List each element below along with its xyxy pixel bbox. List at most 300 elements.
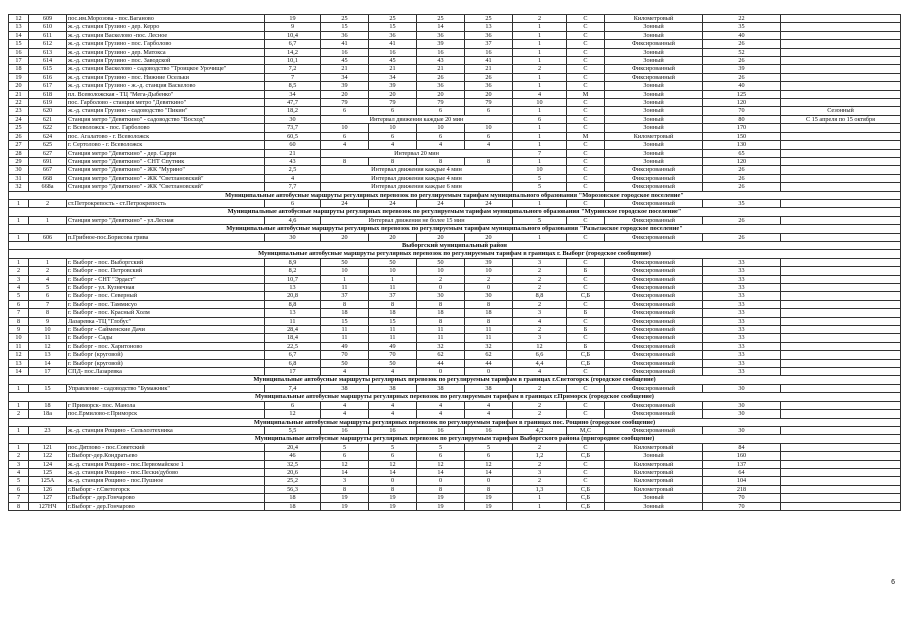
table-cell: 606 — [29, 233, 67, 241]
table-cell — [781, 317, 901, 325]
table-cell: Интервал движения каждые 4 мин — [321, 166, 513, 174]
table-cell: Б — [567, 326, 605, 334]
table-row — [9, 443, 901, 451]
table-cell: 15 — [9, 40, 29, 48]
table-cell — [781, 216, 901, 224]
table-cell: Станция метро "Девяткино" - ЖК "Светлановский" — [67, 174, 265, 182]
table-cell: 80 — [703, 115, 781, 123]
table-cell: Фиксированный — [605, 326, 703, 334]
section-heading-row — [9, 418, 901, 426]
table-cell: 12 — [9, 15, 29, 23]
table-cell — [781, 342, 901, 350]
table-cell: 39 — [321, 82, 369, 90]
table-cell: 3 — [513, 258, 567, 266]
table-cell: 14,2 — [265, 48, 321, 56]
table-cell: 7 — [9, 494, 29, 502]
table-row — [9, 468, 901, 476]
table-cell: г. Выборг - пос. Петровский — [67, 267, 265, 275]
table-row — [9, 275, 901, 283]
table-cell — [781, 502, 901, 510]
table-cell: 6,6 — [513, 351, 567, 359]
table-cell: 2 — [513, 275, 567, 283]
table-row — [9, 452, 901, 460]
table-cell: 2 — [29, 199, 67, 207]
table-cell: 25 — [417, 15, 465, 23]
table-cell: 33 — [703, 275, 781, 283]
table-row — [9, 326, 901, 334]
table-cell: 21 — [465, 65, 513, 73]
table-cell: 22,5 — [265, 342, 321, 350]
table-cell: 62 — [465, 351, 513, 359]
table-row — [9, 368, 901, 376]
table-cell — [781, 368, 901, 376]
table-row — [9, 48, 901, 56]
table-cell — [781, 183, 901, 191]
table-cell: 49 — [369, 342, 417, 350]
table-row — [9, 57, 901, 65]
table-cell: СПД- пос.Лазаревка — [67, 368, 265, 376]
table-cell: 20 — [417, 233, 465, 241]
table-cell: 11 — [417, 326, 465, 334]
table-cell: 12 — [321, 460, 369, 468]
table-cell: г. Выборг (круговой) — [67, 351, 265, 359]
table-row — [9, 292, 901, 300]
table-cell: Лазаревка -ТЦ "Глобус" — [67, 317, 265, 325]
table-cell: 37 — [465, 40, 513, 48]
table-cell: 18 — [9, 65, 29, 73]
table-cell — [781, 82, 901, 90]
table-cell: 25 — [369, 15, 417, 23]
table-cell: 16 — [465, 48, 513, 56]
table-cell: Зонный — [605, 452, 703, 460]
table-cell: 10 — [513, 166, 567, 174]
table-cell: 32 — [417, 342, 465, 350]
table-cell: 11 — [29, 334, 67, 342]
table-cell: 11 — [321, 334, 369, 342]
table-cell: С — [567, 149, 605, 157]
table-cell: 1 — [513, 57, 567, 65]
table-cell: 1 — [9, 258, 29, 266]
table-cell: 2 — [513, 65, 567, 73]
table-cell: 36 — [465, 82, 513, 90]
table-row — [9, 174, 901, 182]
table-cell — [781, 124, 901, 132]
table-cell: Фиксированный — [605, 275, 703, 283]
table-cell: 24 — [465, 199, 513, 207]
table-cell: 4 — [321, 401, 369, 409]
table-cell: 18 — [29, 401, 67, 409]
table-cell: 0 — [417, 284, 465, 292]
table-cell: 11 — [321, 284, 369, 292]
table-row — [9, 300, 901, 308]
table-cell: 668 — [29, 174, 67, 182]
table-cell: 19 — [369, 502, 417, 510]
table-cell: Километровый — [605, 443, 703, 451]
table-cell: 6 — [321, 452, 369, 460]
table-cell: 7,4 — [265, 384, 321, 392]
table-cell: 2 — [465, 275, 513, 283]
table-cell: 621 — [29, 115, 67, 123]
table-cell: 620 — [29, 107, 67, 115]
table-cell: 26 — [703, 174, 781, 182]
table-cell: 1 — [9, 216, 29, 224]
table-cell: 218 — [703, 485, 781, 493]
table-cell: 8 — [417, 157, 465, 165]
table-cell: 1 — [513, 31, 567, 39]
table-row — [9, 141, 901, 149]
table-cell: 20 — [417, 90, 465, 98]
table-cell: 11 — [465, 334, 513, 342]
table-cell: 18 — [465, 309, 513, 317]
table-cell: 14 — [9, 368, 29, 376]
table-cell: С — [567, 275, 605, 283]
table-cell: 13 — [265, 284, 321, 292]
table-cell: 20,8 — [265, 292, 321, 300]
table-cell: Станция метро "Девяткино" - дер. Сарри — [67, 149, 265, 157]
table-cell: пос.Ермилово-г.Приморск — [67, 410, 265, 418]
table-row — [9, 23, 901, 31]
table-cell: 28 — [9, 149, 29, 157]
table-cell: Фиксированный — [605, 216, 703, 224]
table-cell: пос. Агалатово - г. Всеволожск — [67, 132, 265, 140]
table-cell: 60 — [265, 141, 321, 149]
table-cell — [781, 99, 901, 107]
table-cell: 21 — [369, 65, 417, 73]
table-cell: 38 — [465, 384, 513, 392]
table-cell: 4 — [369, 141, 417, 149]
table-cell: 627 — [29, 149, 67, 157]
table-cell: 12 — [513, 342, 567, 350]
table-cell: 0 — [465, 368, 513, 376]
table-cell — [781, 157, 901, 165]
table-cell: С — [567, 233, 605, 241]
table-cell: С — [567, 258, 605, 266]
table-cell: 8,2 — [265, 267, 321, 275]
table-cell: 2 — [513, 410, 567, 418]
table-cell — [781, 359, 901, 367]
table-cell: 6 — [465, 452, 513, 460]
table-cell: 18 — [321, 309, 369, 317]
table-cell: г. Выборг - Сады — [67, 334, 265, 342]
table-cell: Выборгский муниципальный район — [9, 241, 901, 249]
table-cell: 36 — [321, 31, 369, 39]
table-cell: 6 — [417, 452, 465, 460]
table-cell: г. Выборг - пос. Таммисуо — [67, 300, 265, 308]
table-cell: 1 — [513, 141, 567, 149]
table-cell: 22 — [703, 15, 781, 23]
table-cell: 10 — [9, 334, 29, 342]
table-cell: 5 — [465, 443, 513, 451]
table-cell: 4,4 — [513, 359, 567, 367]
table-cell: 33 — [703, 342, 781, 350]
table-row — [9, 82, 901, 90]
table-cell: г. Всеволожск - пос. Гарболово — [67, 124, 265, 132]
table-cell: 18 — [417, 309, 465, 317]
table-cell: 33 — [703, 267, 781, 275]
table-cell: 6 — [465, 132, 513, 140]
table-cell: С 15 апреля по 15 октября — [781, 115, 901, 123]
table-cell: 3 — [513, 334, 567, 342]
table-cell: 1 — [513, 502, 567, 510]
table-cell: 2 — [513, 460, 567, 468]
table-cell: ст.Петрокрепость - ст.Петрокрепость — [67, 199, 265, 207]
table-cell: 2 — [513, 15, 567, 23]
table-cell: 39 — [369, 82, 417, 90]
table-cell: 33 — [703, 284, 781, 292]
table-cell: 39 — [465, 258, 513, 266]
table-cell: 5 — [513, 183, 567, 191]
table-cell: Фиксированный — [605, 317, 703, 325]
section-heading-row — [9, 250, 901, 258]
table-cell: 4 — [417, 401, 465, 409]
table-cell: 41 — [369, 40, 417, 48]
table-cell: С — [567, 384, 605, 392]
table-cell: г. Выборг - Сайменские Дачи — [67, 326, 265, 334]
table-cell: 24 — [417, 199, 465, 207]
table-row — [9, 309, 901, 317]
table-cell: Фиксированный — [605, 368, 703, 376]
table-cell: 125А — [29, 477, 67, 485]
table-cell: 8,8 — [265, 300, 321, 308]
table-cell: 5 — [29, 284, 67, 292]
table-cell: 50 — [369, 258, 417, 266]
table-cell — [781, 40, 901, 48]
table-cell: 70 — [369, 351, 417, 359]
table-cell: 39 — [703, 65, 781, 73]
table-cell: г. Выборг - пос. Северный — [67, 292, 265, 300]
table-cell: 610 — [29, 23, 67, 31]
table-cell: Фиксированный — [605, 359, 703, 367]
table-cell: 25,2 — [265, 477, 321, 485]
table-cell: 11 — [9, 342, 29, 350]
table-cell: 24 — [321, 199, 369, 207]
table-cell: 5 — [513, 216, 567, 224]
table-cell: 8 — [369, 157, 417, 165]
table-cell: 4 — [9, 468, 29, 476]
table-cell: С — [567, 216, 605, 224]
table-cell: 6 — [369, 132, 417, 140]
table-cell — [781, 199, 901, 207]
table-cell: 20 — [321, 90, 369, 98]
table-cell: Зонный — [605, 57, 703, 65]
table-row — [9, 107, 901, 115]
table-cell: Муниципальные автобусные маршруты регулярных перевозок по регулируемым тарифам в границах г.Приморск (городское сообщение) — [9, 393, 901, 401]
table-cell: Муниципальные автобусные маршруты регулярных перевозок по регулируемым тарифам в границах пос. Рощино (городское сообщение) — [9, 418, 901, 426]
table-cell: г. Сертолово - г. Всеволожск — [67, 141, 265, 149]
table-cell: 64 — [703, 468, 781, 476]
table-cell: 34 — [265, 90, 321, 98]
table-cell: С — [567, 65, 605, 73]
table-cell: 4 — [417, 141, 465, 149]
table-cell: 62 — [417, 351, 465, 359]
table-cell: 30 — [703, 426, 781, 434]
table-cell: пл. Всеволожская - ТЦ "Мега-Дыбенко" — [67, 90, 265, 98]
table-cell: 2 — [513, 326, 567, 334]
table-cell: Зонный — [605, 141, 703, 149]
table-cell: 1 — [513, 23, 567, 31]
table-cell: 19 — [465, 494, 513, 502]
table-cell: 38 — [369, 384, 417, 392]
table-cell: ж.-д. станция Грузино - пос. Заводской — [67, 57, 265, 65]
table-cell: 28,4 — [265, 326, 321, 334]
table-row — [9, 166, 901, 174]
table-cell: 104 — [703, 477, 781, 485]
table-cell: 2 — [9, 267, 29, 275]
table-cell: 120 — [703, 157, 781, 165]
table-cell: 1 — [9, 426, 29, 434]
table-cell: 4 — [513, 368, 567, 376]
table-cell: Фиксированный — [605, 300, 703, 308]
table-cell: 1 — [321, 275, 369, 283]
table-cell: Километровый — [605, 468, 703, 476]
table-cell: 12 — [369, 460, 417, 468]
table-cell: 30 — [703, 384, 781, 392]
table-cell: С — [567, 199, 605, 207]
table-cell: 11 — [265, 317, 321, 325]
section-heading-row — [9, 393, 901, 401]
table-cell: 6 — [513, 115, 567, 123]
table-cell: С,Б — [567, 351, 605, 359]
table-cell: пос.им.Морозова - пос.Ваганово — [67, 15, 265, 23]
table-row — [9, 267, 901, 275]
table-row — [9, 334, 901, 342]
section-heading-row — [9, 241, 901, 249]
table-cell: 19 — [9, 73, 29, 81]
table-cell: г. Выборг - пос. Красный Холм — [67, 309, 265, 317]
table-row — [9, 40, 901, 48]
table-cell: С — [567, 460, 605, 468]
table-cell: 56,3 — [265, 485, 321, 493]
table-cell: 10 — [513, 99, 567, 107]
table-cell: 1,3 — [513, 485, 567, 493]
table-cell: 21 — [321, 65, 369, 73]
table-cell: 16 — [321, 48, 369, 56]
table-cell: 126 — [29, 485, 67, 493]
table-cell: 2 — [9, 452, 29, 460]
table-cell: 25 — [9, 124, 29, 132]
table-cell: 26 — [703, 166, 781, 174]
table-cell: 1 — [29, 258, 67, 266]
table-cell: 24 — [9, 115, 29, 123]
table-cell: 26 — [703, 57, 781, 65]
table-row — [9, 132, 901, 140]
table-cell: 127 — [29, 494, 67, 502]
table-row — [9, 426, 901, 434]
section-heading-row — [9, 225, 901, 233]
table-cell: 30 — [265, 115, 321, 123]
table-cell: 1 — [369, 275, 417, 283]
table-cell: 32,5 — [265, 460, 321, 468]
table-cell: 1 — [513, 48, 567, 56]
table-cell: Фиксированный — [605, 40, 703, 48]
table-cell: 4 — [369, 401, 417, 409]
table-cell: 22 — [9, 99, 29, 107]
route-table — [8, 14, 901, 511]
table-cell: Зонный — [605, 48, 703, 56]
table-row — [9, 15, 901, 23]
table-cell: С,Б — [567, 359, 605, 367]
table-cell: Фиксированный — [605, 267, 703, 275]
table-cell: Фиксированный — [605, 309, 703, 317]
table-cell: 19 — [321, 502, 369, 510]
table-cell: Фиксированный — [605, 384, 703, 392]
table-cell: 33 — [703, 292, 781, 300]
table-cell: 8 — [417, 317, 465, 325]
table-cell: 23 — [29, 426, 67, 434]
table-cell: 5 — [321, 443, 369, 451]
table-cell: 43 — [417, 57, 465, 65]
table-row — [9, 115, 901, 123]
table-cell: 127НЧ — [29, 502, 67, 510]
table-cell — [781, 275, 901, 283]
table-cell: 4 — [321, 410, 369, 418]
table-cell: С — [567, 166, 605, 174]
table-cell: С — [567, 23, 605, 31]
table-cell — [781, 384, 901, 392]
table-row — [9, 477, 901, 485]
table-cell: 18 — [369, 309, 417, 317]
table-cell: С — [567, 124, 605, 132]
table-cell: 11 — [369, 326, 417, 334]
table-cell: 2 — [513, 443, 567, 451]
table-cell: 5 — [9, 477, 29, 485]
table-cell: 667 — [29, 166, 67, 174]
table-cell: 1 — [513, 40, 567, 48]
table-cell: 8 — [9, 317, 29, 325]
table-cell: 0 — [369, 477, 417, 485]
table-cell: 10 — [369, 124, 417, 132]
table-cell: г. Выборг (круговой) — [67, 359, 265, 367]
table-cell: 10 — [29, 326, 67, 334]
table-cell: 36 — [369, 31, 417, 39]
table-cell: Зонный — [605, 82, 703, 90]
table-cell — [781, 452, 901, 460]
table-cell: 84 — [703, 443, 781, 451]
table-cell: Фиксированный — [605, 401, 703, 409]
table-cell — [781, 57, 901, 65]
table-cell: 609 — [29, 15, 67, 23]
section-heading-row — [9, 435, 901, 443]
table-cell: 6 — [321, 107, 369, 115]
table-cell — [781, 258, 901, 266]
table-cell: 12 — [29, 342, 67, 350]
table-cell: 20 — [369, 233, 417, 241]
table-cell: 43 — [265, 157, 321, 165]
table-cell: 24 — [369, 199, 417, 207]
table-cell: 15 — [29, 384, 67, 392]
table-cell: 10 — [321, 124, 369, 132]
table-cell: 10 — [465, 267, 513, 275]
table-cell: 26 — [703, 233, 781, 241]
table-cell: 5 — [369, 443, 417, 451]
table-cell: 16 — [369, 48, 417, 56]
table-cell: 19 — [321, 494, 369, 502]
table-cell: 8,9 — [265, 258, 321, 266]
table-cell: 33 — [703, 359, 781, 367]
table-cell: 11 — [369, 284, 417, 292]
table-cell: 1 — [513, 124, 567, 132]
table-cell: 14 — [417, 468, 465, 476]
table-cell: 12 — [417, 460, 465, 468]
table-cell: Б — [567, 309, 605, 317]
table-cell — [781, 443, 901, 451]
table-cell: пос.Дятлово - пос.Советский — [67, 443, 265, 451]
table-cell: ж.-д. станция Грузино - ж.-д. станция Васкелово — [67, 82, 265, 90]
table-cell: С — [567, 73, 605, 81]
table-cell: 25 — [465, 15, 513, 23]
table-cell: 13 — [265, 309, 321, 317]
table-cell: 11 — [369, 334, 417, 342]
